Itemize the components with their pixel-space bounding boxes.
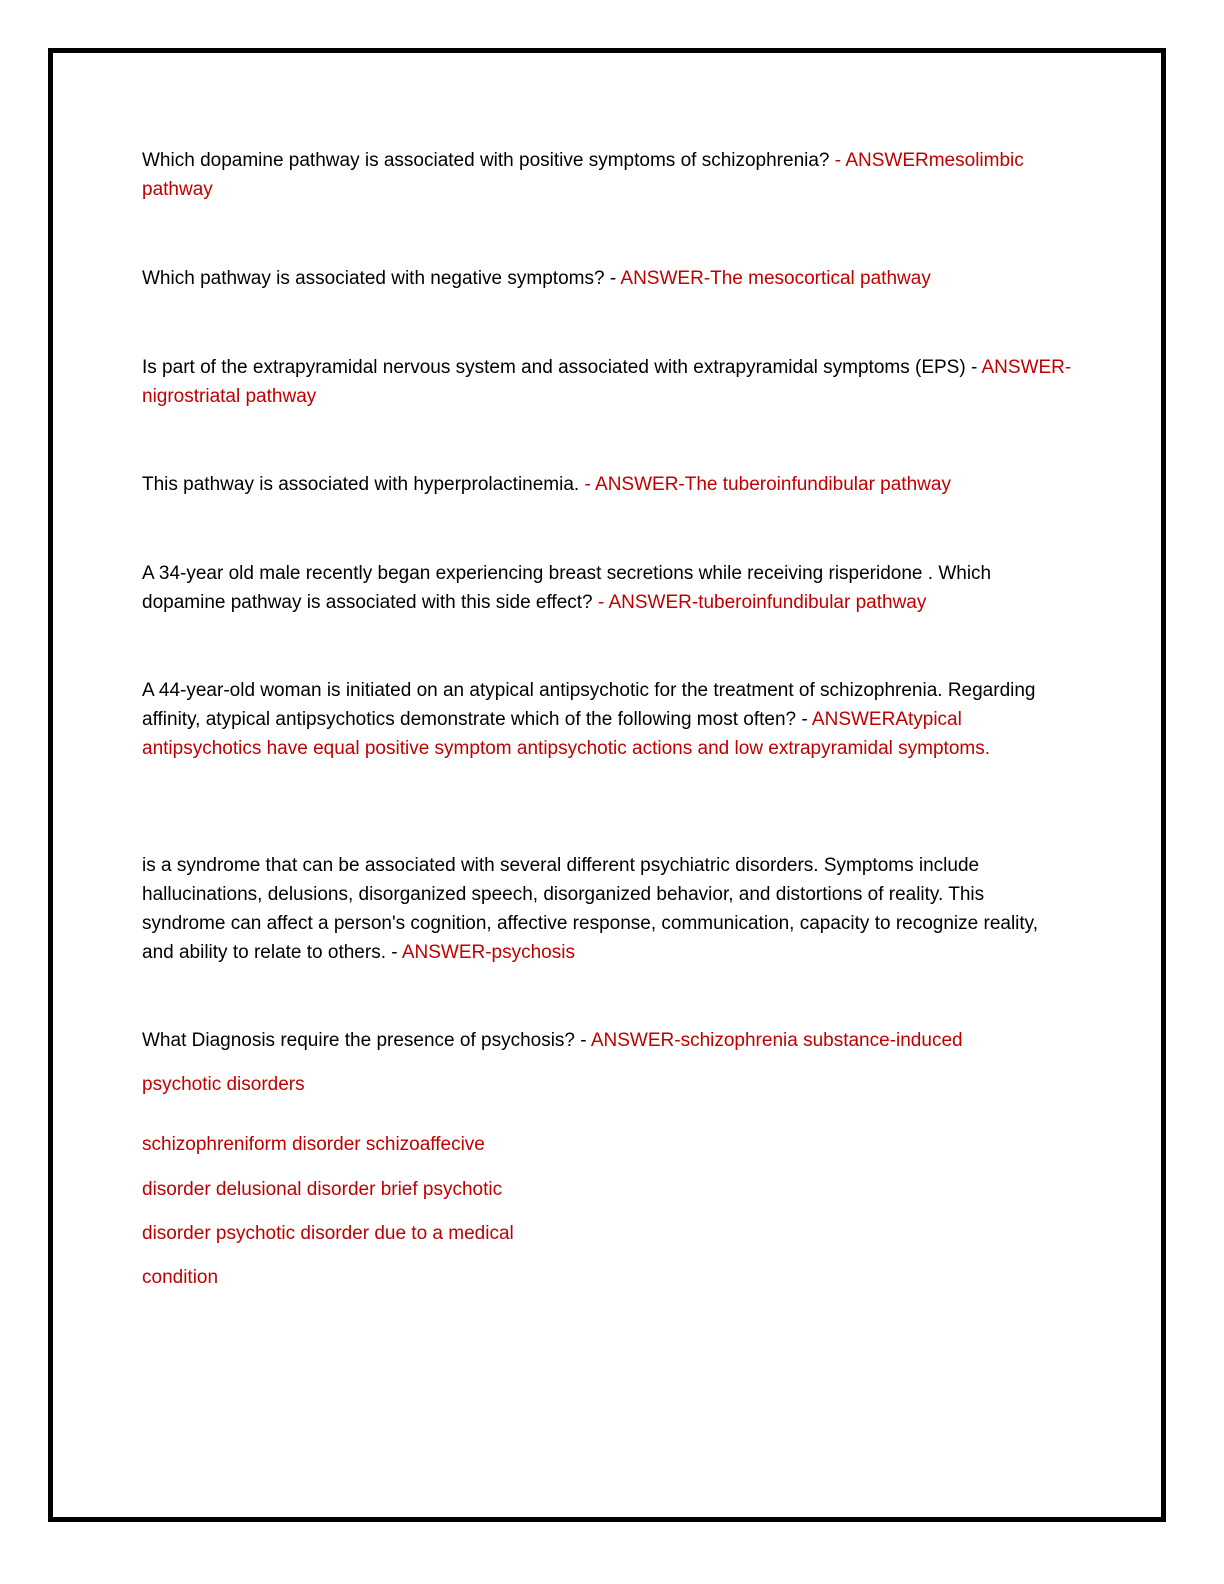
- answer-text: ANSWER-psychosis: [401, 942, 575, 963]
- question-text: Which dopamine pathway is associated with positive symptoms of schizophrenia?: [142, 150, 835, 171]
- answer-continuation-line: schizophreniform disorder schizoaffecive: [142, 1134, 485, 1155]
- answer-continuation-line: disorder delusional disorder brief psychotic: [142, 1179, 503, 1200]
- question-text: This pathway is associated with hyperprolactinemia.: [142, 474, 585, 495]
- qa-item-5: [142, 559, 1072, 617]
- question-text: A 34-year old male recently began experiencing breast secretions while receiving risperidone . Which dopamine pathway is associated with this side effect?: [142, 563, 992, 613]
- answer-continuation-line: condition: [142, 1267, 219, 1288]
- qa-item-8: [142, 1026, 1072, 1055]
- answer-text: - ANSWERmesolimbic pathway: [142, 150, 1024, 200]
- qa-item-4: [142, 470, 1072, 499]
- qa-item-2: [142, 264, 1072, 293]
- answer-text: - ANSWER-tuberoinfundibular pathway: [597, 592, 927, 613]
- qa-item-7: [142, 851, 1072, 967]
- question-text: Is part of the extrapyramidal nervous system and associated with extrapyramidal symptoms (EPS) -: [142, 357, 982, 378]
- question-text: A 44-year-old woman is initiated on an atypical antipsychotic for the treatment of schizophrenia. Regarding affinity, atypical antipsychotics demonstrate which of the following most often? -: [142, 680, 1036, 730]
- qa-item-3: [142, 353, 1072, 411]
- answer-continuation-line: disorder psychotic disorder due to a medical: [142, 1223, 514, 1244]
- answer-text: ANSWER-nigrostriatal pathway: [142, 357, 1072, 407]
- question-text: is a syndrome that can be associated with several different psychiatric disorders. Symptoms include hallucinations, delusions, disorganized speech, disorganized behavior, and distortions of reality. This syndrome can affect a person's cognition, affective response, communication, capacity to recognize reality, and ability to relate to others. -: [142, 855, 1039, 963]
- answer-text: ANSWERAtypical antipsychotics have equal positive symptom antipsychotic actions and low extrapyramidal symptoms.: [142, 709, 990, 759]
- qa-item-1: [142, 146, 1072, 204]
- qa-item-6: [142, 676, 1072, 763]
- answer-text: ANSWER-schizophrenia substance-induced: [590, 1030, 963, 1051]
- question-text: What Diagnosis require the presence of psychosis? -: [142, 1030, 591, 1051]
- question-text: Which pathway is associated with negative symptoms? -: [142, 268, 621, 289]
- answer-text: - ANSWER-The tuberoinfundibular pathway: [584, 474, 951, 495]
- answer-continuation-line: psychotic disorders: [142, 1074, 305, 1095]
- answer-text: ANSWER-The mesocortical pathway: [620, 268, 931, 289]
